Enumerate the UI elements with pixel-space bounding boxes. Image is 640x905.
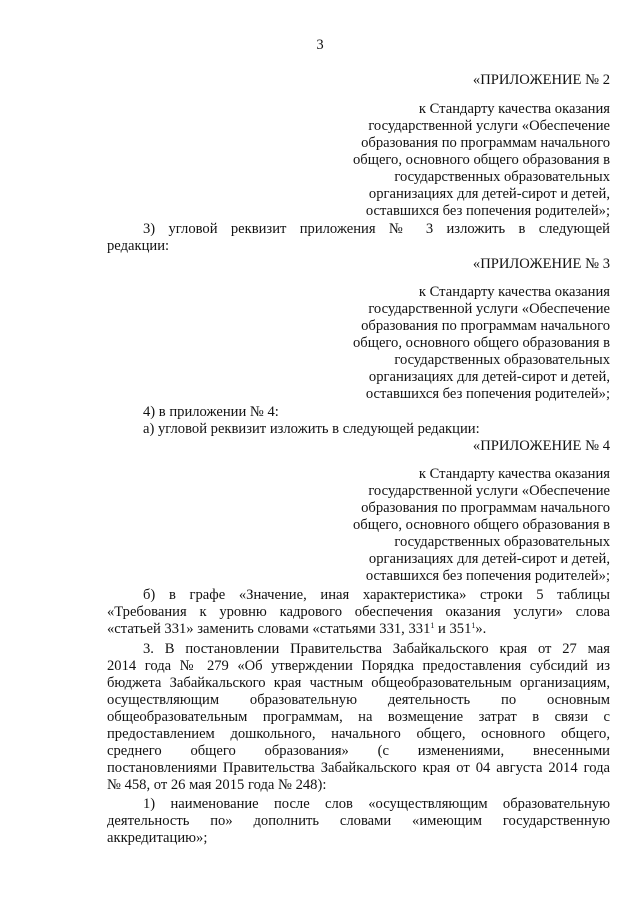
appendix-2-line: оставшихся без попечения родителей»; — [365, 203, 610, 219]
appendix-4-line: общего, основного общего образования в — [353, 517, 610, 533]
item-3-line: редакции: — [107, 238, 170, 254]
item-4b-text: «статьей 331» заменить словами «статьями 331, 331 — [107, 621, 431, 637]
item-4-line: а) угловой реквизит изложить в следующей редакции: — [143, 421, 480, 437]
item-4-line: 4) в приложении № 4: — [143, 404, 279, 420]
item-1-line: 1) наименование после слов «осуществляющим образовательную — [143, 796, 610, 812]
item-4b-line: «Требования к уровню кадрового обеспечения оказания услуги» слова — [107, 604, 610, 620]
item-4b-line — [107, 621, 486, 637]
appendix-2-title: «ПРИЛОЖЕНИЕ № 2 — [472, 72, 610, 88]
appendix-4-title: «ПРИЛОЖЕНИЕ № 4 — [472, 438, 610, 454]
section-3-line: 2014 года № 279 «Об утверждении Порядка предоставления субсидий из — [107, 658, 610, 674]
appendix-2-line: общего, основного общего образования в — [353, 152, 610, 168]
appendix-3-line: образования по программам начального — [361, 318, 610, 334]
section-3-line: № 458, от 26 мая 2015 года № 248): — [107, 777, 327, 793]
appendix-2-line: образования по программам начального — [361, 135, 610, 151]
section-3-line: осуществляющим образовательную деятельность по основным — [107, 692, 610, 708]
superscript: 1 — [471, 621, 476, 630]
appendix-2-line: государственной услуги «Обеспечение — [368, 118, 610, 134]
section-3-line: среднего общего образования» (с изменениями, внесенными — [107, 743, 610, 759]
item-4b-text: ». — [475, 621, 487, 637]
item-1-line: деятельность по» дополнить словами «имеющим государственную — [107, 813, 610, 829]
item-4b-text: и 351 — [434, 621, 472, 637]
appendix-4-line: оставшихся без попечения родителей»; — [365, 568, 610, 584]
appendix-4-line: государственных образовательных — [394, 534, 610, 550]
appendix-4-line: образования по программам начального — [361, 500, 610, 516]
section-3-line: постановлениями Правительства Забайкальского края от 04 августа 2014 года — [107, 760, 610, 776]
appendix-3-title: «ПРИЛОЖЕНИЕ № 3 — [472, 256, 610, 272]
appendix-4-line: к Стандарту качества оказания — [418, 466, 610, 482]
appendix-3-line: государственной услуги «Обеспечение — [368, 301, 610, 317]
item-3-line: 3) угловой реквизит приложения № 3 изложить в следующей — [143, 221, 610, 237]
section-3-line: общеобразовательным программам, на возмещение затрат в связи с — [107, 709, 610, 725]
appendix-3-line: общего, основного общего образования в — [353, 335, 610, 351]
item-4b-line: б) в графе «Значение, иная характеристика» строки 5 таблицы — [143, 587, 610, 603]
superscript: 1 — [430, 621, 435, 630]
appendix-2-line: организациях для детей-сирот и детей, — [368, 186, 610, 202]
appendix-4-line: государственной услуги «Обеспечение — [368, 483, 610, 499]
appendix-3-line: оставшихся без попечения родителей»; — [365, 386, 610, 402]
appendix-4-line: организациях для детей-сирот и детей, — [368, 551, 610, 567]
item-1-line: аккредитацию»; — [107, 830, 208, 846]
appendix-3-line: государственных образовательных — [394, 352, 610, 368]
appendix-3-line: организациях для детей-сирот и детей, — [368, 369, 610, 385]
section-3-line: бюджета Забайкальского края частным общеобразовательным организациям, — [107, 675, 610, 691]
page-number: 3 — [316, 37, 324, 53]
appendix-2-line: к Стандарту качества оказания — [418, 101, 610, 117]
appendix-2-line: государственных образовательных — [394, 169, 610, 185]
appendix-3-line: к Стандарту качества оказания — [418, 284, 610, 300]
section-3-line: 3. В постановлении Правительства Забайкальского края от 27 мая — [143, 641, 610, 657]
section-3-line: предоставлением дошкольного, начального общего, основного общего, — [107, 726, 610, 742]
